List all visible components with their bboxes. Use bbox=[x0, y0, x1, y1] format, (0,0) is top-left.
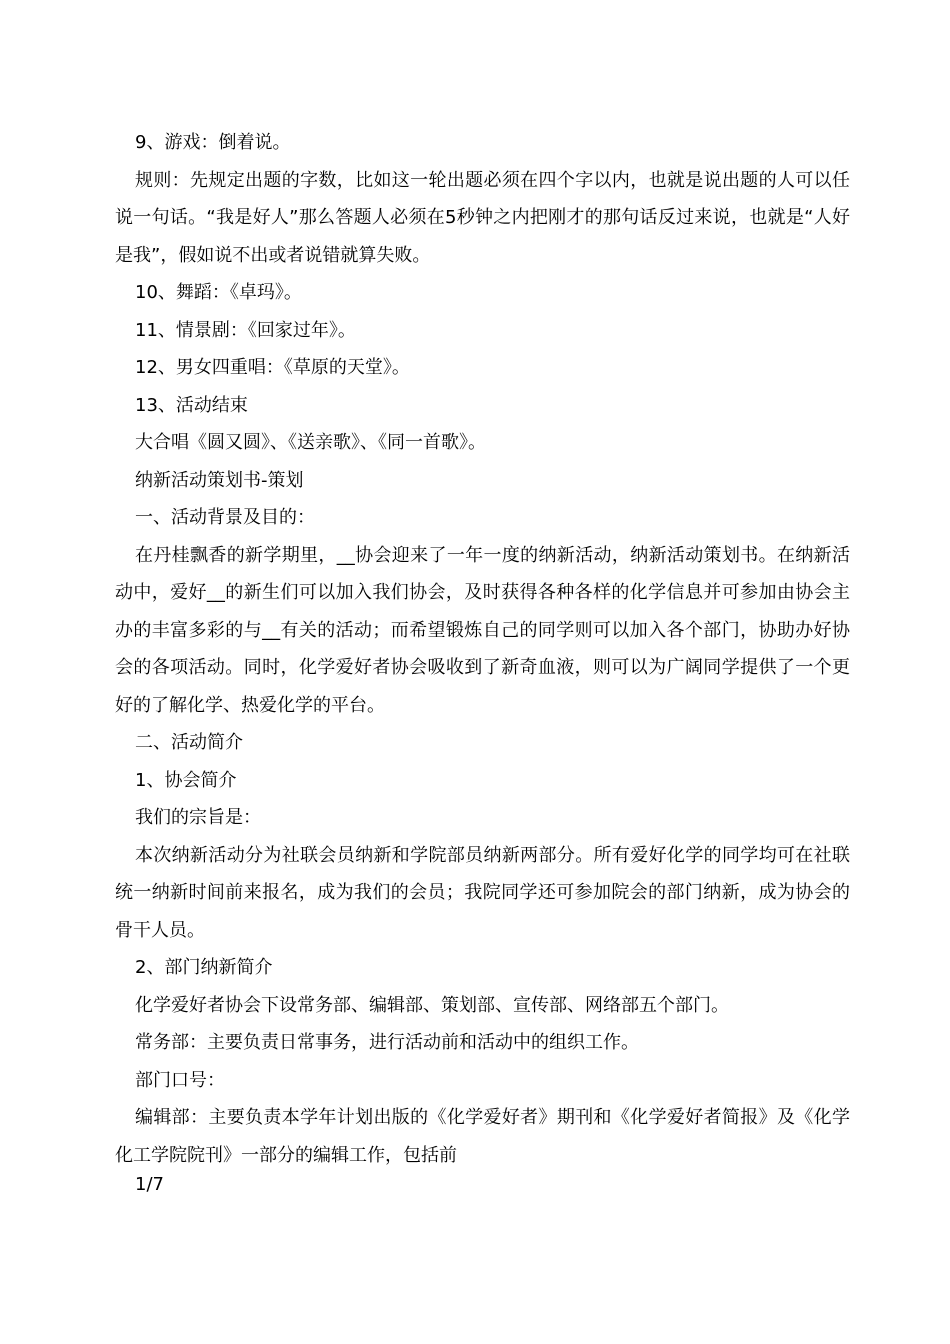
section-title: 纳新活动策划书-策划 bbox=[135, 469, 304, 491]
paragraph: 9、游戏：倒着说。 bbox=[135, 132, 291, 153]
subsection-heading: 1、协会简介 bbox=[135, 769, 237, 791]
paragraph: 化学爱好者协会下设常务部、编辑部、策划部、宣传部、网络部五个部门。 bbox=[135, 994, 729, 1016]
paragraph: 本次纳新活动分为社联会员纳新和学院部员纳新两部分。所有爱好化学的同学均可在社联统一纳新时间前来报名，成为我们的会员；我院同学还可参加院会的部门纳新，成为协会的骨干人员。 bbox=[115, 844, 850, 941]
paragraph: 我们的宗旨是： bbox=[135, 807, 261, 828]
paragraph: 13、活动结束 bbox=[135, 394, 248, 416]
paragraph: 规则：先规定出题的字数，比如这一轮出题必须在四个字以内，也就是说出题的人可以任说一句话。“我是好人”那么答题人必须在5秒钟之内把刚才的那句话反过来说，也就是“人好是我”，假如说不出或者说错就算失败。 bbox=[115, 169, 850, 266]
document-body bbox=[115, 124, 850, 1174]
paragraph: 常务部：主要负责日常事务，进行活动前和活动中的组织工作。 bbox=[135, 1032, 639, 1053]
page-number: 1/7 bbox=[135, 1174, 164, 1195]
paragraph: 在丹桂飘香的新学期里，__协会迎来了一年一度的纳新活动，纳新活动策划书。在纳新活动中，爱好__的新生们可以加入我们协会，及时获得各种各样的化学信息并可参加由协会主办的丰富多彩的与__有关的活动；而希望锻炼自己的同学则可以加入各个部门，协助办好协会的各项活动。同时，化学爱好者协会吸收到了新奇血液，则可以为广阔同学提供了一个更好的了解化学、热爱化学的平台。 bbox=[115, 544, 850, 716]
paragraph: 12、男女四重唱：《草原的天堂》。 bbox=[135, 357, 410, 378]
paragraph: 11、情景剧：《回家过年》。 bbox=[135, 319, 356, 341]
paragraph: 大合唱《圆又圆》、《送亲歌》、《同一首歌》。 bbox=[135, 432, 486, 453]
section-heading: 一、活动背景及目的： bbox=[135, 507, 315, 528]
paragraph: 10、舞蹈：《卓玛》。 bbox=[135, 282, 302, 303]
section-heading: 二、活动简介 bbox=[135, 732, 243, 753]
paragraph: 编辑部：主要负责本学年计划出版的《化学爱好者》期刊和《化学爱好者简报》及《化学化工学院院刊》一部分的编辑工作，包括前 bbox=[115, 1107, 850, 1166]
subsection-heading: 2、部门纳新简介 bbox=[135, 957, 273, 978]
paragraph: 部门口号： bbox=[135, 1069, 225, 1091]
